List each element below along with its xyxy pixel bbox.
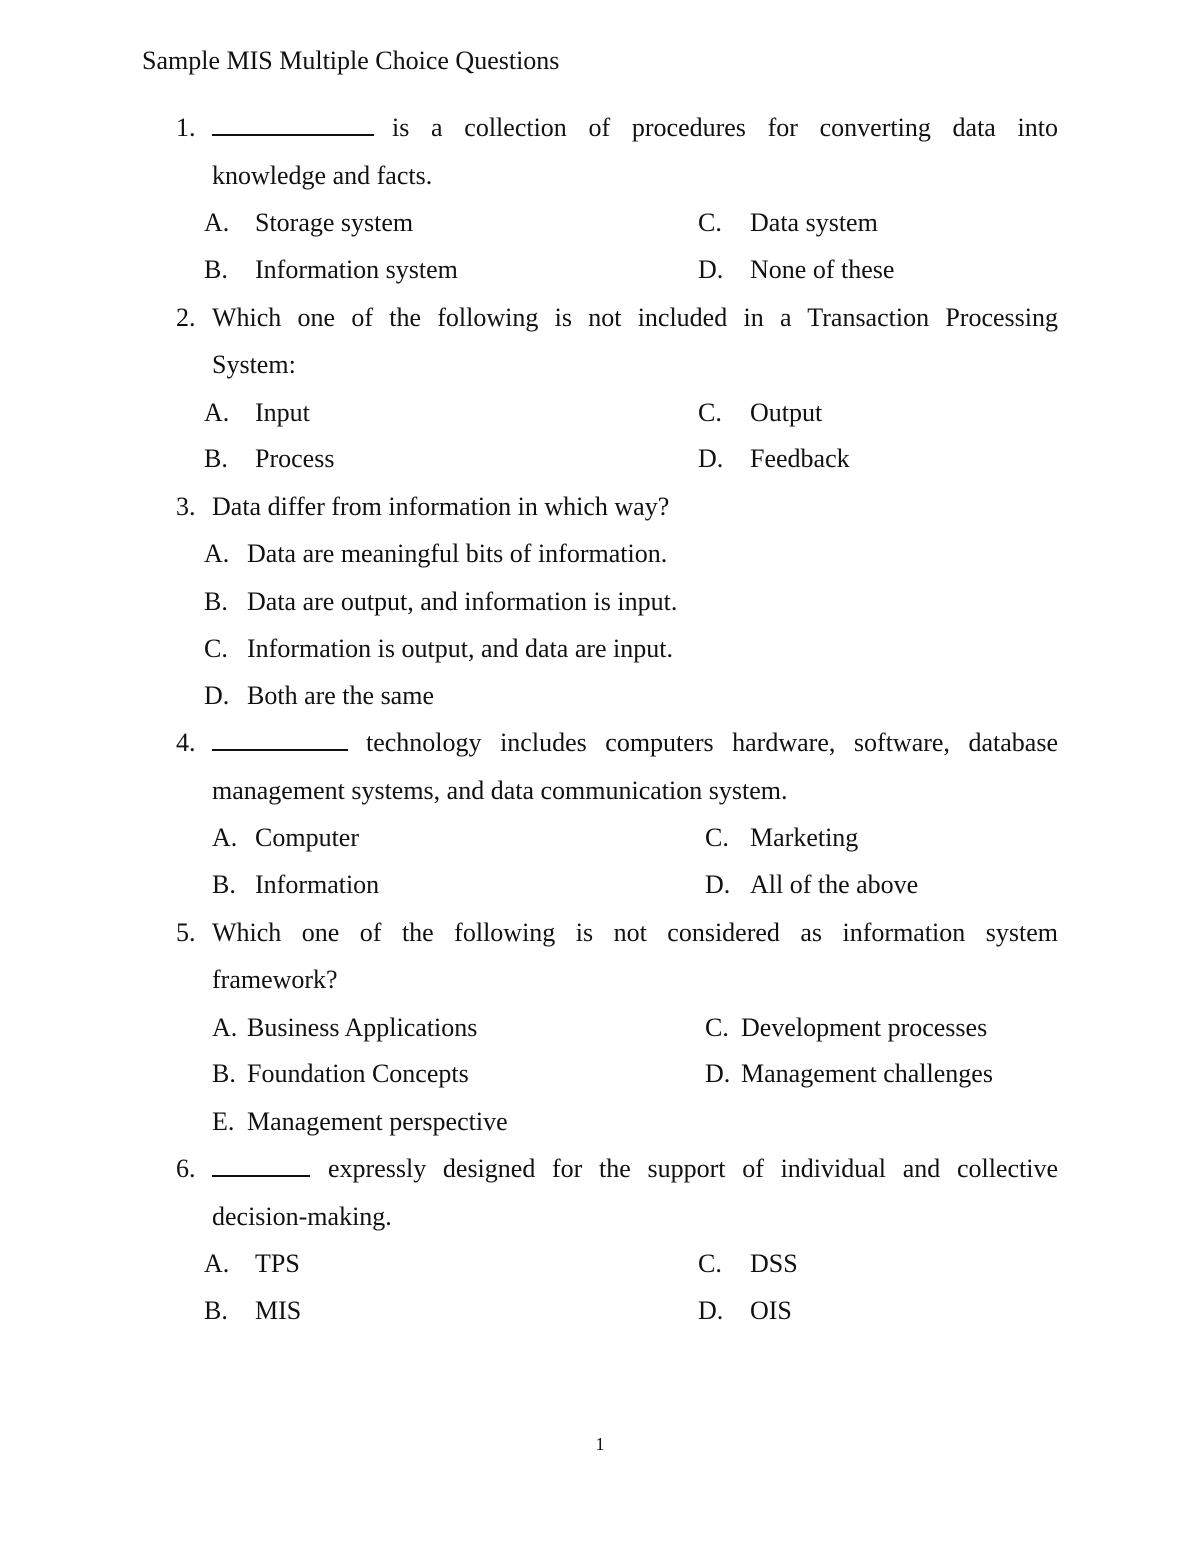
question-number: 4. — [176, 728, 196, 757]
option-letter: A. — [212, 1013, 238, 1042]
option-letter: C. — [705, 823, 729, 852]
option-text: Storage system — [255, 208, 414, 237]
option-letter: D. — [698, 255, 724, 284]
option-text: Both are the same — [247, 681, 434, 710]
option-text: Business Applications — [247, 1013, 478, 1042]
option-letter: D. — [705, 870, 731, 899]
option-letter: D. — [698, 1296, 724, 1325]
question-text-line-2: decision-making. — [212, 1202, 392, 1231]
option-text: MIS — [255, 1296, 302, 1325]
option-text: DSS — [750, 1249, 798, 1278]
document-title: Sample MIS Multiple Choice Questions — [142, 46, 560, 75]
option-letter: B. — [204, 587, 228, 616]
option-letter: D. — [705, 1059, 731, 1088]
option-text: Output — [750, 398, 823, 427]
option-text: Management perspective — [247, 1107, 508, 1136]
option-letter: C. — [705, 1013, 729, 1042]
option-text: Data are output, and information is input. — [247, 587, 678, 616]
question-text-line-2: System: — [212, 350, 296, 379]
question-text-line-2: management systems, and data communication system. — [212, 776, 788, 805]
question-number: 1. — [176, 113, 196, 142]
option-text: All of the above — [750, 870, 919, 899]
option-text: Input — [255, 398, 310, 427]
option-letter: C. — [204, 634, 228, 663]
option-text: Foundation Concepts — [247, 1059, 469, 1088]
option-letter: A. — [204, 398, 230, 427]
option-text: Data system — [750, 208, 878, 237]
question-text-line-1: expressly designed for the support of individual and collective — [212, 1152, 1058, 1186]
option-letter: D. — [204, 681, 230, 710]
option-text: Management challenges — [741, 1059, 993, 1088]
option-letter: A. — [204, 208, 230, 237]
page-number: 1 — [595, 1434, 605, 1454]
option-text: OIS — [750, 1296, 792, 1325]
answer-blank — [212, 1153, 310, 1177]
option-letter: A. — [204, 1249, 230, 1278]
question-text-line-1: is a collection of procedures for converting data into — [212, 111, 1058, 145]
answer-blank — [212, 727, 348, 751]
option-letter: B. — [204, 255, 228, 284]
option-text: Computer — [255, 823, 359, 852]
option-text: None of these — [750, 255, 895, 284]
option-text: TPS — [255, 1249, 300, 1278]
option-text: Information system — [255, 255, 458, 284]
question-text-line-2: framework? — [212, 965, 338, 994]
answer-blank — [212, 112, 374, 136]
option-letter: A. — [212, 823, 238, 852]
question-number: 3. — [176, 492, 196, 521]
question-text-line-2: knowledge and facts. — [212, 161, 433, 190]
option-text: Data are meaningful bits of information. — [247, 539, 668, 568]
option-letter: A. — [204, 539, 230, 568]
option-letter: D. — [698, 444, 724, 473]
option-letter: C. — [698, 398, 722, 427]
option-text: Information is output, and data are input. — [247, 634, 674, 663]
option-letter: B. — [212, 1059, 236, 1088]
option-letter: B. — [204, 1296, 228, 1325]
question-text-line-1: Which one of the following is not included in a Transaction Processing — [212, 303, 1058, 332]
option-text: Marketing — [750, 823, 859, 852]
question-text-line-1: Which one of the following is not considered as information system — [212, 918, 1058, 947]
option-text: Information — [255, 870, 380, 899]
question-number: 5. — [176, 918, 196, 947]
option-text: Feedback — [750, 444, 850, 473]
question-number: 2. — [176, 303, 196, 332]
option-text: Process — [255, 444, 335, 473]
option-letter: C. — [698, 208, 722, 237]
option-letter: B. — [204, 444, 228, 473]
question-number: 6. — [176, 1154, 196, 1183]
option-letter: C. — [698, 1249, 722, 1278]
question-text-line-1: technology includes computers hardware, software, database — [212, 726, 1058, 760]
option-letter: B. — [212, 870, 236, 899]
option-letter: E. — [212, 1107, 235, 1136]
question-text-line-1: Data differ from information in which way? — [212, 492, 670, 521]
option-text: Development processes — [741, 1013, 988, 1042]
